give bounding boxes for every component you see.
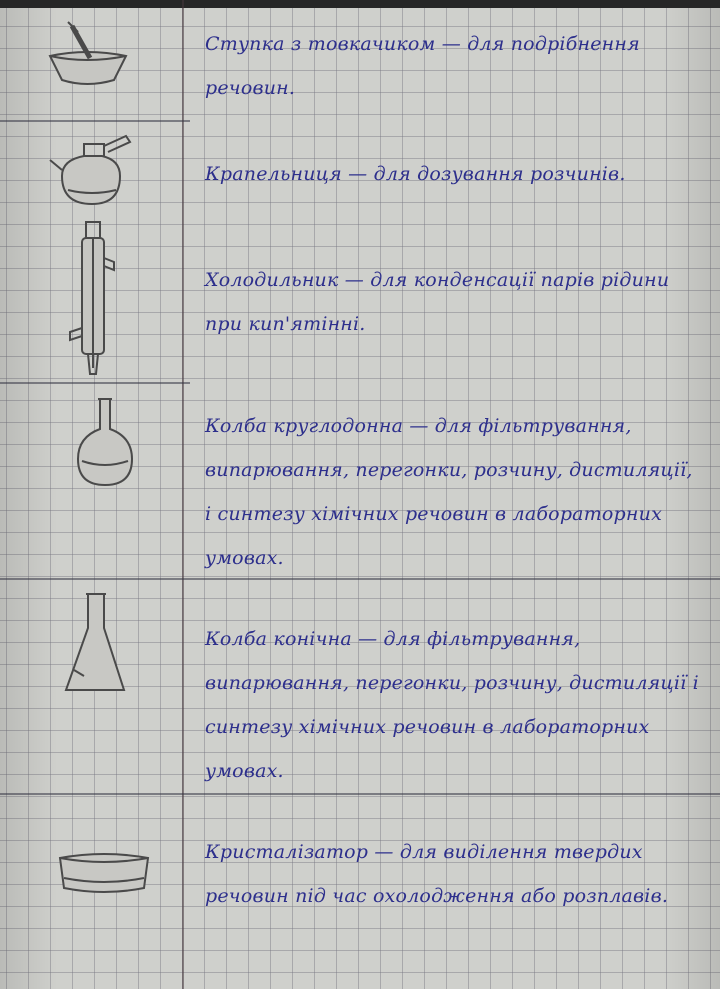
entry-text: Кристалізатор — для виділення твердих речовин під час охолодження або розплавів. <box>205 841 669 907</box>
dropper-bottle-icon <box>48 130 138 210</box>
divider-line <box>0 382 190 384</box>
divider-line <box>0 120 190 122</box>
conical-flask-icon <box>60 590 130 700</box>
margin-line <box>182 0 184 989</box>
entry-text: Колба круглодонна — для фільтрування, випарювання, перегонки, розчину, дистиляції, і синтезу хімічних речовин в лабораторних умовах. <box>205 415 693 569</box>
mortar-pestle-icon <box>42 18 132 88</box>
entry-text: Ступка з товкачиком — для подрібнення речовин. <box>205 33 640 99</box>
round-bottom-flask-icon <box>70 395 140 495</box>
crystallizer-dish-icon <box>54 848 154 898</box>
entry-text: Холодильник — для конденсації парів рідини при кип'ятінні. <box>205 269 670 335</box>
condenser-icon <box>62 218 122 378</box>
divider-line <box>0 793 720 795</box>
photo-top-edge <box>0 0 720 8</box>
entry-text: Крапельниця — для дозування розчинів. <box>205 163 626 185</box>
entry-text: Колба конічна — для фільтрування, випарювання, перегонки, розчину, дистиляції і синтезу хімічних речовин в лабораторних умовах. <box>205 628 699 782</box>
